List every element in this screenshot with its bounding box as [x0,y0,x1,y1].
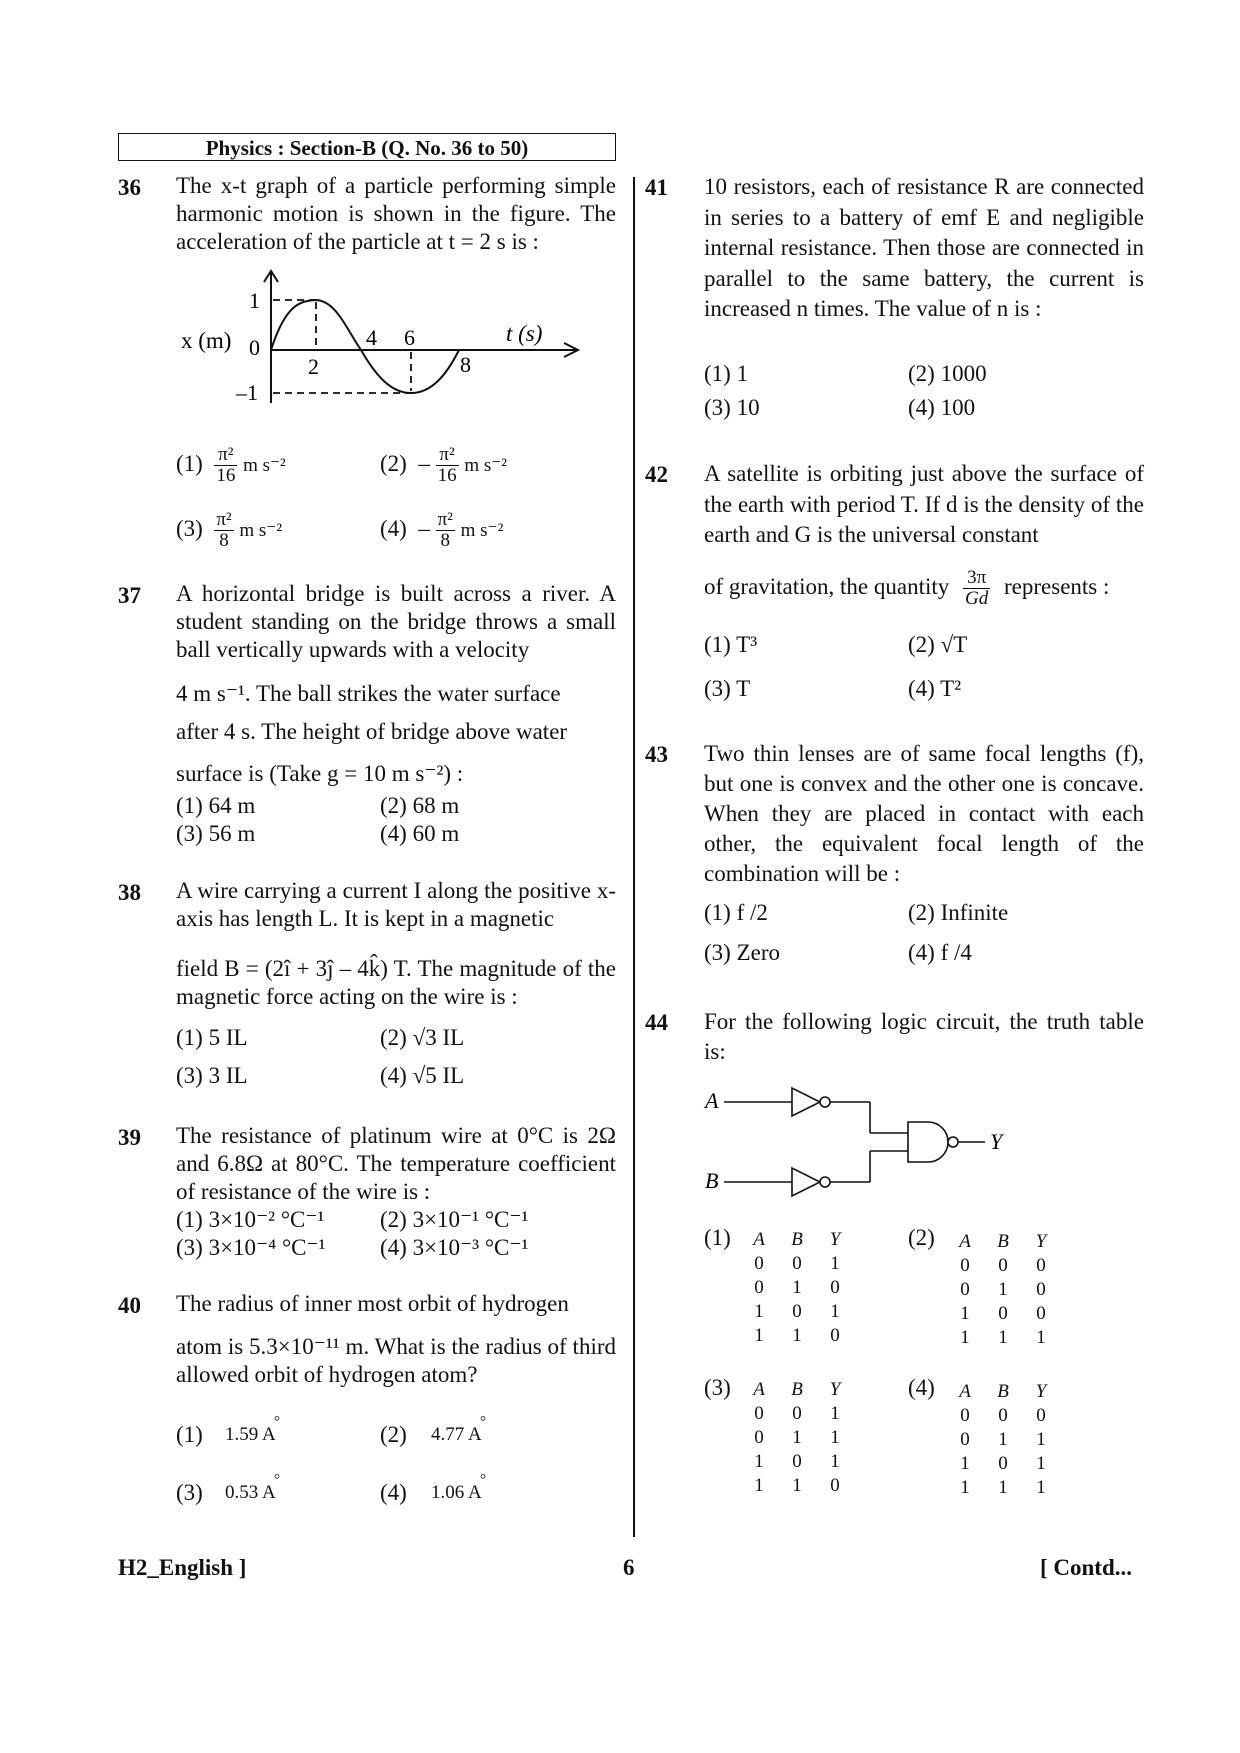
q42-option-3[interactable]: (3) T [704,676,751,701]
q44-option-3[interactable]: (3) [704,1375,731,1400]
q39-number: 39 [118,1125,141,1150]
q40-text-2: atom is 5.3×10⁻¹¹ m. What is the radius of third allowed orbit of hydrogen atom? [176,1334,616,1387]
q39-option-3[interactable]: (3) 3×10⁻⁴ °C⁻¹ [176,1235,326,1260]
page-number: 6 [623,1555,635,1580]
q38-option-2[interactable]: (2) √3 IL [380,1025,465,1050]
q44-option-1[interactable]: (1) [704,1225,731,1250]
q43-text: Two thin lenses are of same focal lengths (f), but one is convex and the other one is concave. When they are placed in contact with each other, the equivalent focal length of the combination will be : [704,741,1144,886]
q36-xt-graph [176,268,596,408]
q41-text: 10 resistors, each of resistance R are connected in series to a battery of emf E and negligible internal resistance. Then those are connected in parallel to the same battery, the current is increased n times. The value of n is : [704,174,1144,321]
q42-option-2[interactable]: (2) √T [908,632,968,657]
q40-option-1[interactable]: (1) [176,1422,203,1447]
graph-tick-0: 0 [249,335,260,360]
q41-option-2[interactable]: (2) 1000 [908,361,987,386]
q38-option-1[interactable]: (1) 5 IL [176,1025,248,1050]
q42-option-4[interactable]: (4) T² [908,676,962,701]
q37-number: 37 [118,583,141,608]
q42-option-1[interactable]: (1) T³ [704,632,758,657]
angstrom-ring-2: ° [480,1414,486,1430]
circuit-output-y: Y [990,1129,1003,1154]
footer-left: H2_English ] [118,1555,247,1580]
graph-y-label: x (m) [181,328,232,353]
q44-table-2: A B Y 0 0 0 0 1 0 1 0 0 1 1 1 [959,1231,1047,1348]
q40-option-3-value: 0.53 A [225,1482,276,1503]
q40-option-2[interactable]: (2) [380,1422,407,1447]
q40-text-1: The radius of inner most orbit of hydrogen [176,1291,569,1316]
q36-number: 36 [118,175,141,200]
q37-text-1: A horizontal bridge is built across a river. A student standing on the bridge throws a small ball vertically upwards with a velocity [176,581,616,662]
q44-option-4[interactable]: (4) [908,1375,935,1400]
q40-option-4-value: 1.06 A [431,1482,482,1503]
column-divider [633,177,635,1537]
q36-option-1[interactable]: (1) $\frac{\text{π²}}{16}$ m s⁻² [176,444,286,486]
q37-option-1[interactable]: (1) 64 m [176,793,256,818]
q39-text: The resistance of platinum wire at 0°C is 2Ω and 6.8Ω at 80°C. The temperature coefficient of resistance of the wire is : [176,1123,616,1204]
q37-option-2[interactable]: (2) 68 m [380,793,460,818]
q44-table-3: A B Y 0 0 1 0 1 1 1 0 1 1 1 0 [753,1379,841,1496]
graph-t4: 4 [366,325,377,350]
footer-right: [ Contd... [1040,1555,1133,1580]
q38-option-4[interactable]: (4) √5 IL [380,1063,465,1088]
q44-option-2[interactable]: (2) [908,1225,935,1250]
circuit-input-a: A [705,1088,719,1113]
q38-text-1: A wire carrying a current I along the positive x-axis has length L. It is kept in a magnetic [176,878,616,931]
q37-text-4: surface is (Take g = 10 m s⁻²) : [176,761,464,786]
q40-option-3[interactable]: (3) [176,1480,203,1505]
q38-number: 38 [118,880,141,905]
q36-option-2[interactable]: (2) – $\frac{\text{π²}}{16}$ m s⁻² [380,444,507,486]
graph-t-label: t (s) [506,321,543,346]
q42-text-2: of gravitation, the quantity $\frac{3\pi}{Gd}$ represents : [704,567,1110,609]
q39-option-4[interactable]: (4) 3×10⁻³ °C⁻¹ [380,1235,529,1260]
graph-t8: 8 [460,352,471,377]
q44-logic-circuit [700,1085,1020,1210]
q42-text-1: A satellite is orbiting just above the surface of the earth with period T. If d is the density of the earth and G is the universal constant [704,461,1144,547]
q43-option-2[interactable]: (2) Infinite [908,900,1009,925]
q37-option-3[interactable]: (3) 56 m [176,821,256,846]
q37-option-4[interactable]: (4) 60 m [380,821,460,846]
q39-option-1[interactable]: (1) 3×10⁻² °C⁻¹ [176,1207,325,1232]
q41-option-4[interactable]: (4) 100 [908,395,976,420]
q38-option-3[interactable]: (3) 3 IL [176,1063,248,1088]
q43-option-4[interactable]: (4) f /4 [908,940,972,965]
angstrom-ring-1: ° [274,1414,280,1430]
q43-option-3[interactable]: (3) Zero [704,940,780,965]
graph-tick-1: 1 [249,288,260,313]
circuit-input-b: B [705,1168,719,1193]
q40-option-2-value: 4.77 A [431,1424,482,1445]
q44-number: 44 [645,1010,668,1035]
q40-number: 40 [118,1293,141,1318]
q40-option-4[interactable]: (4) [380,1480,407,1505]
section-header: Physics : Section-B (Q. No. 36 to 50) [118,133,616,161]
q43-number: 43 [645,742,668,767]
q37-text-3: after 4 s. The height of bridge above water [176,719,568,744]
angstrom-ring-3: ° [274,1472,280,1488]
graph-tick-m1: –1 [236,380,258,405]
q36-option-3[interactable]: (3) $\frac{\text{π²}}{8}$ m s⁻² [176,509,283,551]
q37-text-2: 4 m s⁻¹. The ball strikes the water surface [176,681,561,706]
q39-option-2[interactable]: (2) 3×10⁻¹ °C⁻¹ [380,1207,529,1232]
graph-t2: 2 [308,354,319,379]
angstrom-ring-4: ° [480,1472,486,1488]
q36-text: The x-t graph of a particle performing simple harmonic motion is shown in the figure. The acceleration of the particle at t = 2 s is : [176,173,616,254]
q41-option-3[interactable]: (3) 10 [704,395,760,420]
graph-t6: 6 [404,325,415,350]
q42-number: 42 [645,462,668,487]
q41-number: 41 [645,175,668,200]
q36-option-4[interactable]: (4) – $\frac{\text{π²}}{8}$ m s⁻² [380,509,504,551]
q40-option-1-value: 1.59 A [225,1424,276,1445]
q43-option-1[interactable]: (1) f /2 [704,900,768,925]
q44-text: For the following logic circuit, the truth table is: [704,1009,1144,1064]
q44-table-1: A B Y 0 0 1 0 1 0 1 0 1 1 1 0 [753,1229,841,1346]
q38-text-2: field B = (2î + 3ĵ – 4k̂) T. The magnitude of the magnetic force acting on the wire is : [176,956,616,1009]
q41-option-1[interactable]: (1) 1 [704,361,749,386]
q44-table-4: A B Y 0 0 0 0 1 1 1 0 1 1 1 1 [959,1381,1047,1498]
